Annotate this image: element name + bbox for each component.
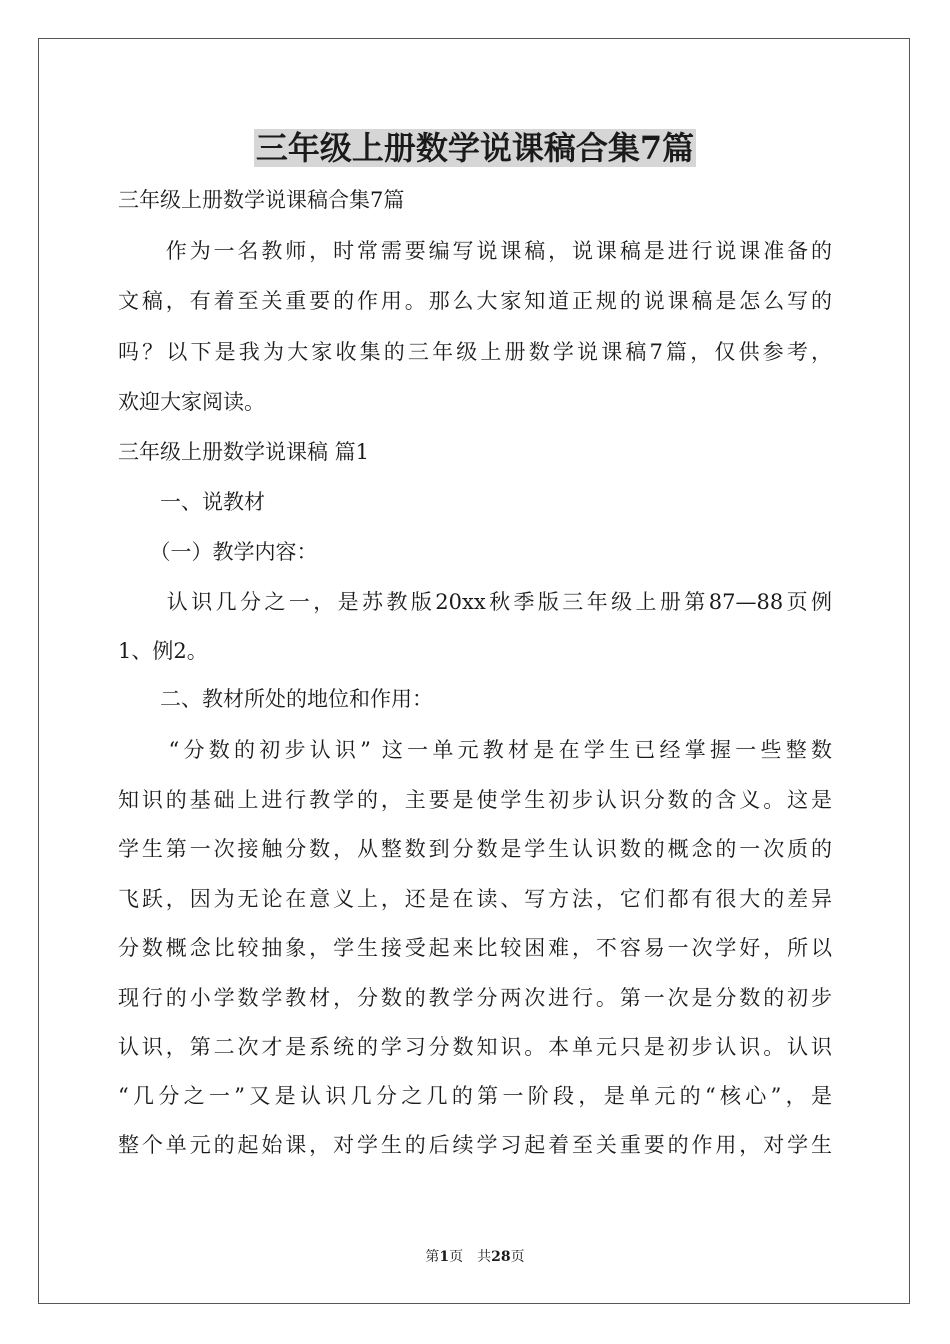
subheading-line: （一）教学内容： [118, 540, 318, 564]
total-page-count: 28 [491, 1249, 511, 1265]
paragraph-line: 飞跃，因为无论在意义上，还是在读、写方法，它们都有很大的差异 [118, 887, 832, 911]
subheading-line: 二、教材所处的地位和作用： [118, 687, 433, 711]
paragraph-line: 分数概念比较抽象，学生接受起来比较困难，不容易一次学好，所以 [118, 936, 832, 960]
page-footer [0, 1246, 950, 1266]
document-title-text: 三年级上册数学说课稿合集7篇 [255, 129, 695, 167]
document-title [0, 126, 950, 170]
paragraph-line: 作为一名教师，时常需要编写说课稿，说课稿是进行说课准备的 [118, 239, 832, 263]
current-page-number: 1 [439, 1249, 450, 1265]
paragraph-line: 认识，第二次才是系统的学习分数知识。本单元只是初步认识。认识 [118, 1035, 832, 1059]
paragraph-line: 知识的基础上进行教学的，主要是使学生初步认识分数的含义。这是 [118, 788, 832, 812]
footer-middle: 页 共 [449, 1249, 492, 1265]
page-border [38, 38, 910, 1304]
paragraph-line: 整个单元的起始课，对学生的后续学习起着至关重要的作用，对学生 [118, 1133, 832, 1157]
paragraph-line: 吗？以下是我为大家收集的三年级上册数学说课稿7篇，仅供参考， [118, 340, 832, 364]
footer-suffix: 页 [510, 1249, 525, 1265]
paragraph-line: “几分之一”又是认识几分之几的第一阶段，是单元的“核心”，是 [118, 1084, 832, 1108]
subheading-line: 一、说教材 [118, 490, 265, 514]
paragraph-line: 现行的小学数学教材，分数的教学分两次进行。第一次是分数的初步 [118, 986, 832, 1010]
section-heading: 三年级上册数学说课稿 篇1 [118, 440, 370, 464]
paragraph-line: 认识几分之一，是苏教版20xx秋季版三年级上册第87—88页例 [118, 590, 832, 614]
footer-prefix: 第 [425, 1249, 440, 1265]
paragraph-line: 1、例2。 [118, 639, 208, 663]
paragraph-line: 文稿，有着至关重要的作用。那么大家知道正规的说课稿是怎么写的 [118, 289, 832, 313]
paragraph-line: “分数的初步认识” 这一单元教材是在学生已经掌握一些整数 [118, 738, 832, 762]
subtitle-line: 三年级上册数学说课稿合集7篇 [118, 188, 405, 212]
paragraph-line: 学生第一次接触分数，从整数到分数是学生认识数的概念的一次质的 [118, 837, 832, 861]
paragraph-line: 欢迎大家阅读。 [118, 390, 265, 414]
